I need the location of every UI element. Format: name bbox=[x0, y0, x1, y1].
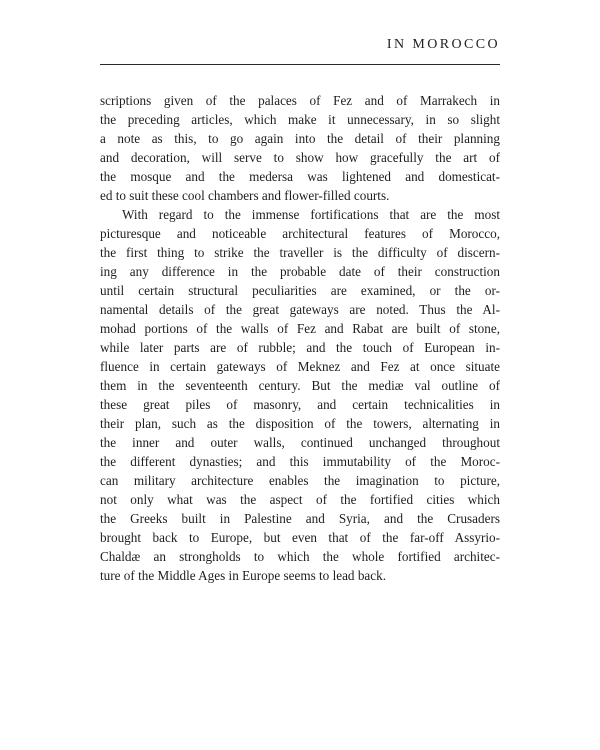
text-line: ed to suit these cool chambers and flower-filled courts. bbox=[100, 188, 390, 203]
text-line: Chaldæ an strongholds to which the whole fortified architec- bbox=[100, 549, 500, 564]
text-line: not only what was the aspect of the fortified cities which bbox=[100, 492, 500, 507]
paragraph-1 bbox=[100, 91, 500, 205]
text-line: fluence in certain gateways of Meknez and Fez at once situate bbox=[100, 359, 500, 374]
text-line: them in the seventeenth century. But the mediæ val outline of bbox=[100, 378, 500, 393]
text-line: brought back to Europe, but even that of the far-off Assyrio- bbox=[100, 530, 500, 545]
text-line: until certain structural peculiarities are examined, or the or- bbox=[100, 283, 500, 298]
text-line: while later parts are of rubble; and the touch of European in- bbox=[100, 340, 500, 355]
text-line: mohad portions of the walls of Fez and Rabat are built of stone, bbox=[100, 321, 500, 336]
text-line: the different dynasties; and this immutability of the Moroc- bbox=[100, 454, 500, 469]
text-line: and decoration, will serve to show how gracefully the art of bbox=[100, 150, 500, 165]
text-line: the inner and outer walls, continued unchanged throughout bbox=[100, 435, 500, 450]
text-line: a note as this, to go again into the detail of their planning bbox=[100, 131, 500, 146]
text-line: namental details of the great gateways are noted. Thus the Al- bbox=[100, 302, 500, 317]
text-line: their plan, such as the disposition of the towers, alternating in bbox=[100, 416, 500, 431]
text-line: the first thing to strike the traveller is the difficulty of discern- bbox=[100, 245, 500, 260]
text-line: ture of the Middle Ages in Europe seems to lead back. bbox=[100, 568, 387, 583]
body-text bbox=[100, 91, 500, 585]
text-line: scriptions given of the palaces of Fez and of Marrakech in bbox=[100, 93, 500, 108]
text-line: ing any difference in the probable date of their construction bbox=[100, 264, 500, 279]
text-line: the mosque and the medersa was lightened and domesticat- bbox=[100, 169, 500, 184]
paragraph-2 bbox=[100, 205, 500, 585]
text-line: picturesque and noticeable architectural features of Morocco, bbox=[100, 226, 500, 241]
text-line: the Greeks built in Palestine and Syria, and the Crusaders bbox=[100, 511, 500, 526]
text-line: these great piles of masonry, and certain technicalities in bbox=[100, 397, 500, 412]
text-line: the preceding articles, which make it unnecessary, in so slight bbox=[100, 112, 500, 127]
running-header-title: IN MOROCCO bbox=[386, 37, 500, 52]
text-line: With regard to the immense fortifications that are the most bbox=[122, 207, 500, 222]
text-line: can military architecture enables the imagination to picture, bbox=[100, 473, 500, 488]
header-rule bbox=[100, 64, 500, 65]
